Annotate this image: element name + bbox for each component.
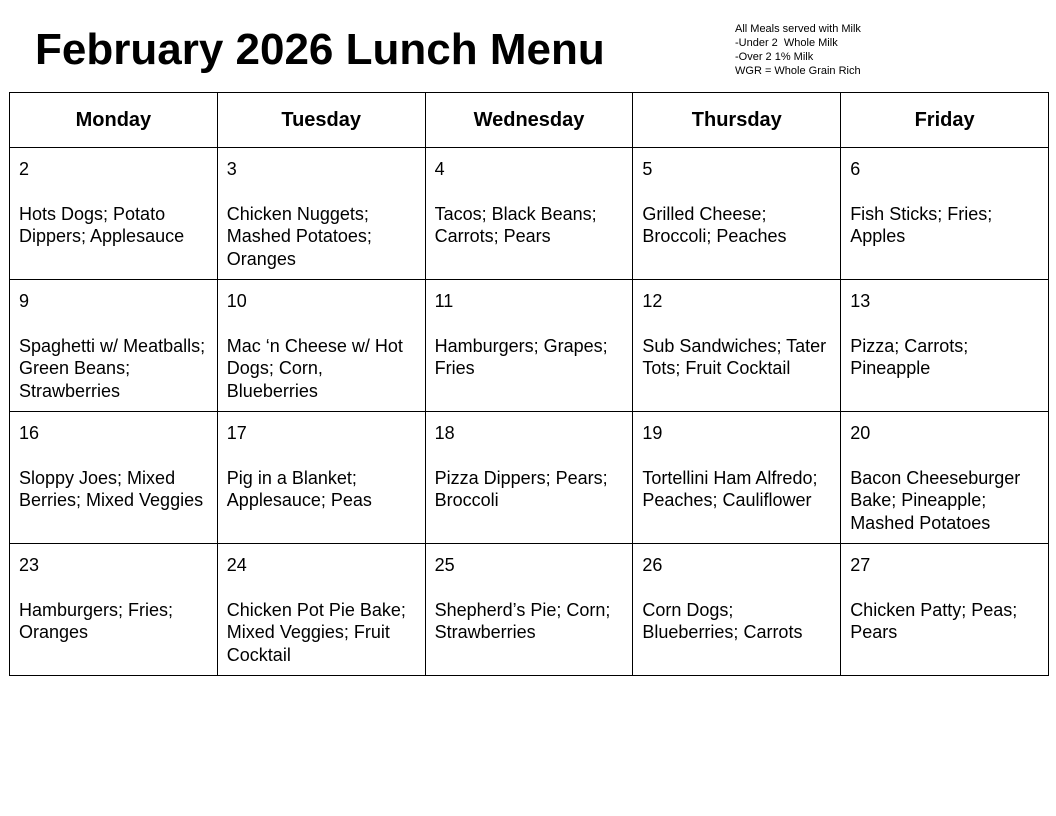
day-cell	[841, 412, 1049, 544]
day-cell	[425, 280, 633, 412]
day-number: 6	[850, 159, 861, 179]
meal-description: Hamburgers; Fries; Oranges	[19, 599, 174, 642]
weekday-header-wednesday: Wednesday	[425, 93, 633, 148]
page-title: February 2026 Lunch Menu	[35, 25, 605, 74]
day-number: 20	[850, 423, 871, 443]
day-cell	[425, 412, 633, 544]
day-cell	[217, 544, 425, 676]
day-number: 11	[434, 291, 454, 311]
day-number: 24	[226, 555, 247, 575]
lunch-menu-table	[9, 92, 1049, 676]
day-number: 18	[434, 423, 455, 443]
weekday-header-monday: Monday	[10, 93, 218, 148]
day-cell	[633, 412, 841, 544]
day-number: 3	[226, 159, 237, 179]
day-number: 23	[19, 555, 40, 575]
day-number: 10	[226, 291, 247, 311]
meal-description: Mac ‘n Cheese w/ Hot Dogs; Corn, Blueberries	[226, 335, 403, 401]
meal-description: Pizza; Carrots; Pineapple	[850, 335, 969, 378]
day-number: 19	[642, 423, 663, 443]
weekday-header-friday: Friday	[841, 93, 1049, 148]
day-cell	[217, 148, 425, 280]
meal-description: Sloppy Joes; Mixed Berries; Mixed Veggies	[19, 467, 204, 510]
day-cell	[217, 412, 425, 544]
meal-description: Tacos; Black Beans; Carrots; Pears	[434, 203, 597, 246]
day-cell	[841, 280, 1049, 412]
weekday-header-row	[10, 93, 1049, 148]
meal-description: Hamburgers; Grapes; Fries	[434, 335, 608, 378]
note-line: -Under 2 Whole Milk	[735, 37, 838, 49]
day-cell	[10, 148, 218, 280]
day-number: 25	[434, 555, 455, 575]
meal-description: Fish Sticks; Fries; Apples	[850, 203, 993, 246]
week-row	[10, 412, 1049, 544]
meal-description: Chicken Nuggets; Mashed Potatoes; Oranges	[226, 203, 372, 269]
meal-description: Hots Dogs; Potato Dippers; Applesauce	[19, 203, 185, 246]
meal-description: Shepherd’s Pie; Corn; Strawberries	[434, 599, 611, 642]
day-cell	[217, 280, 425, 412]
day-cell	[633, 544, 841, 676]
weekday-header-tuesday: Tuesday	[217, 93, 425, 148]
day-number: 26	[642, 555, 663, 575]
day-cell	[10, 412, 218, 544]
note-line: All Meals served with Milk	[735, 23, 861, 35]
day-number: 9	[19, 291, 30, 311]
meal-description: Chicken Patty; Peas; Pears	[850, 599, 1018, 642]
day-number: 27	[850, 555, 871, 575]
note-line: -Over 2 1% Milk	[735, 51, 814, 63]
meal-description: Pizza Dippers; Pears; Broccoli	[434, 467, 608, 510]
day-cell	[425, 544, 633, 676]
day-number: 12	[642, 291, 663, 311]
day-number: 4	[434, 159, 445, 179]
meal-description: Pig in a Blanket; Applesauce; Peas	[226, 467, 372, 510]
day-cell	[10, 544, 218, 676]
meal-description: Chicken Pot Pie Bake; Mixed Veggies; Fruit Cocktail	[226, 599, 406, 665]
day-cell	[633, 148, 841, 280]
meal-description: Grilled Cheese; Broccoli; Peaches	[642, 203, 787, 246]
note-line: WGR = Whole Grain Rich	[735, 65, 861, 77]
milk-notes	[735, 22, 861, 78]
meal-description: Spaghetti w/ Meatballs; Green Beans; Strawberries	[19, 335, 206, 401]
day-cell	[841, 148, 1049, 280]
day-cell	[633, 280, 841, 412]
day-cell	[10, 280, 218, 412]
meal-description: Bacon Cheeseburger Bake; Pineapple; Mashed Potatoes	[850, 467, 1021, 533]
day-number: 13	[850, 291, 871, 311]
day-number: 2	[19, 159, 30, 179]
week-row	[10, 148, 1049, 280]
meal-description: Sub Sandwiches; Tater Tots; Fruit Cocktail	[642, 335, 827, 378]
menu-body	[10, 148, 1049, 676]
day-number: 5	[642, 159, 653, 179]
day-cell	[425, 148, 633, 280]
week-row	[10, 280, 1049, 412]
day-number: 17	[226, 423, 247, 443]
meal-description: Corn Dogs; Blueberries; Carrots	[642, 599, 803, 642]
meal-description: Tortellini Ham Alfredo; Peaches; Cauliflower	[642, 467, 818, 510]
day-number: 16	[19, 423, 40, 443]
week-row	[10, 544, 1049, 676]
day-cell	[841, 544, 1049, 676]
weekday-header-thursday: Thursday	[633, 93, 841, 148]
